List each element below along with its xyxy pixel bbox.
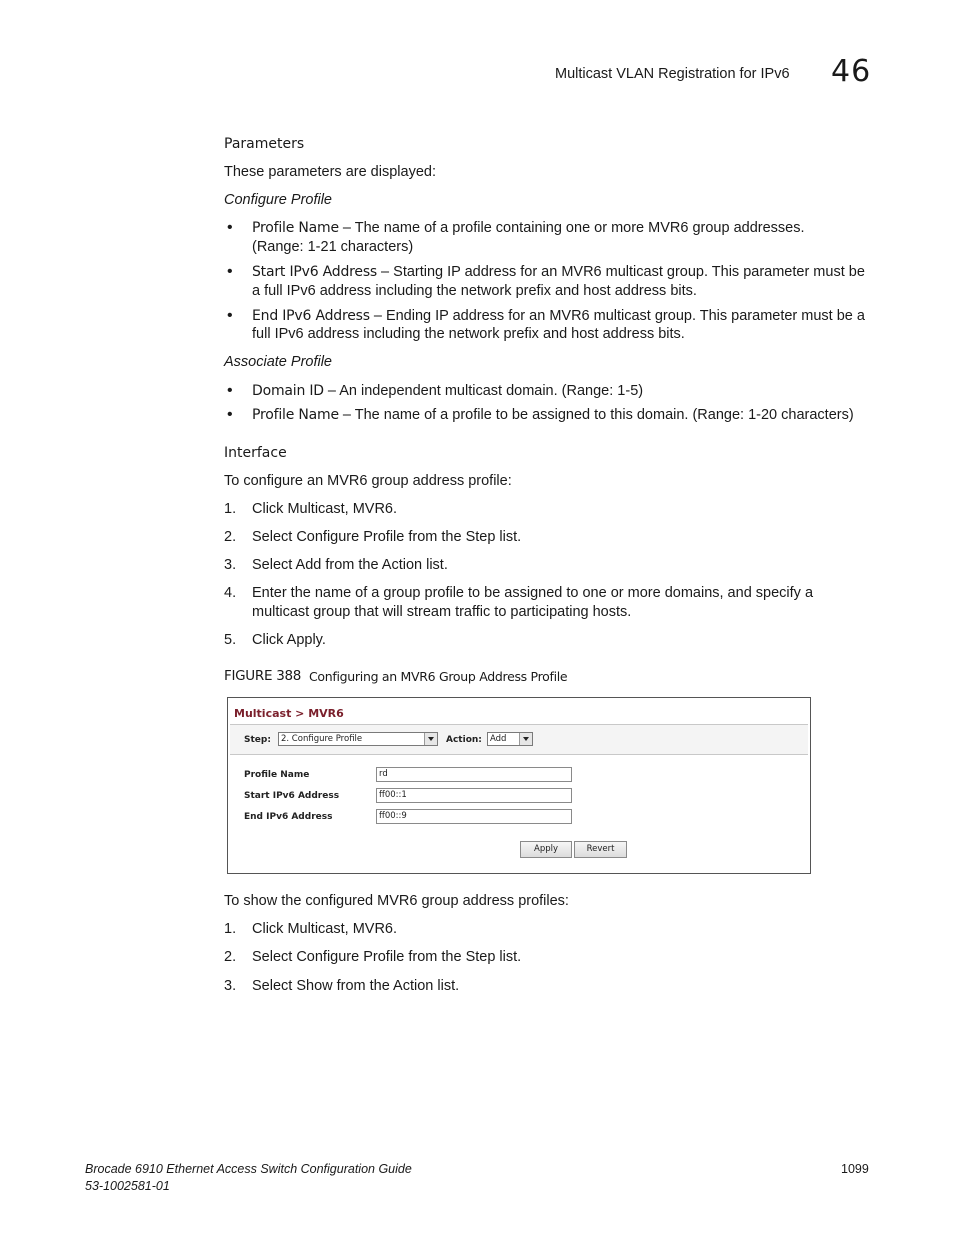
step-label: Step:	[244, 735, 271, 745]
param-term: End IPv6 Address	[252, 308, 370, 324]
step-text: Click Multicast, MVR6.	[252, 921, 398, 937]
profile-name-label: Profile Name	[244, 770, 310, 780]
param-item-profile-name	[252, 219, 805, 238]
param-item-assoc-profile-name	[252, 406, 854, 425]
param-desc: – Starting IP address for an MVR6 multicast group. This parameter must be	[377, 264, 865, 280]
configure-profile-subheading: Configure Profile	[224, 192, 332, 208]
start-ipv6-label: Start IPv6 Address	[244, 791, 340, 801]
step-text: Click Apply.	[252, 632, 326, 648]
action-label: Action:	[446, 735, 482, 745]
param-term: Domain ID	[252, 383, 324, 399]
param-term: Profile Name	[252, 407, 339, 423]
show-intro: To show the configured MVR6 group address profiles:	[224, 893, 569, 909]
footer-page-number: 1099	[841, 1162, 869, 1176]
step-text: Select Configure Profile from the Step list.	[252, 949, 522, 965]
bullet-marker: •	[227, 263, 233, 280]
parameters-intro: These parameters are displayed:	[224, 164, 436, 180]
step-number: 1.	[224, 501, 237, 517]
end-ipv6-label: End IPv6 Address	[244, 812, 333, 822]
param-item-domain-id	[252, 382, 643, 401]
step-select[interactable]	[278, 732, 438, 746]
associate-profile-subheading: Associate Profile	[224, 354, 332, 370]
param-item-end-ipv6	[252, 307, 865, 326]
interface-heading: Interface	[224, 445, 287, 461]
action-select[interactable]	[487, 732, 533, 746]
param-desc-cont: (Range: 1-21 characters)	[252, 239, 414, 255]
chevron-down-icon[interactable]	[519, 733, 532, 745]
step-number: 2.	[224, 529, 237, 545]
step-toolbar	[230, 725, 808, 755]
step-select-value: 2. Configure Profile	[281, 734, 363, 744]
param-desc: – Ending IP address for an MVR6 multicast group. This parameter must be a	[369, 308, 865, 324]
bullet-marker: •	[227, 307, 233, 324]
profile-name-input[interactable]: rd	[376, 767, 572, 782]
step-text: Select Configure Profile from the Step list.	[252, 529, 522, 545]
chevron-down-icon[interactable]	[424, 733, 437, 745]
step-text: Click Multicast, MVR6.	[252, 501, 398, 517]
param-term: Start IPv6 Address	[252, 264, 378, 280]
chapter-number: 46	[831, 54, 872, 89]
param-desc: – The name of a profile containing one or more MVR6 group addresses.	[338, 220, 805, 236]
end-ipv6-input[interactable]: ff00::9	[376, 809, 572, 824]
figure-title: Configuring an MVR6 Group Address Profile	[309, 669, 568, 684]
bullet-marker: •	[227, 219, 233, 236]
interface-intro: To configure an MVR6 group address profile:	[224, 473, 512, 489]
figure-label: FIGURE 388	[224, 668, 302, 684]
param-term: Profile Name	[252, 220, 339, 236]
footer-doc-number: 53-1002581-01	[85, 1179, 170, 1193]
step-number: 5.	[224, 632, 237, 648]
breadcrumb: Multicast > MVR6	[234, 707, 344, 720]
step-text: Select Show from the Action list.	[252, 978, 460, 994]
footer-doc-title: Brocade 6910 Ethernet Access Switch Configuration Guide	[85, 1162, 412, 1176]
step-number: 2.	[224, 949, 237, 965]
step-text: Select Add from the Action list.	[252, 557, 448, 573]
param-item-start-ipv6	[252, 263, 865, 282]
start-ipv6-input[interactable]: ff00::1	[376, 788, 572, 803]
step-text: Enter the name of a group profile to be assigned to one or more domains, and specify a	[252, 585, 814, 601]
step-number: 3.	[224, 557, 237, 573]
apply-button[interactable]: Apply	[520, 841, 572, 858]
mvr6-profile-screenshot	[227, 697, 811, 874]
action-select-value: Add	[490, 734, 507, 744]
step-number: 1.	[224, 921, 237, 937]
param-desc: – An independent multicast domain. (Range: 1-5)	[323, 383, 644, 399]
running-header-title: Multicast VLAN Registration for IPv6	[555, 66, 790, 82]
step-number: 4.	[224, 585, 237, 601]
param-desc-cont: full IPv6 address including the network prefix and host address bits.	[252, 326, 685, 342]
param-desc: – The name of a profile to be assigned to this domain. (Range: 1-20 characters)	[338, 407, 854, 423]
param-desc-cont: a full IPv6 address including the network prefix and host address bits.	[252, 283, 697, 299]
step-text-cont: multicast group that will stream traffic to participating hosts.	[252, 604, 632, 620]
parameters-heading: Parameters	[224, 136, 305, 152]
bullet-marker: •	[227, 406, 233, 423]
step-number: 3.	[224, 978, 237, 994]
revert-button[interactable]: Revert	[574, 841, 627, 858]
bullet-marker: •	[227, 382, 233, 399]
